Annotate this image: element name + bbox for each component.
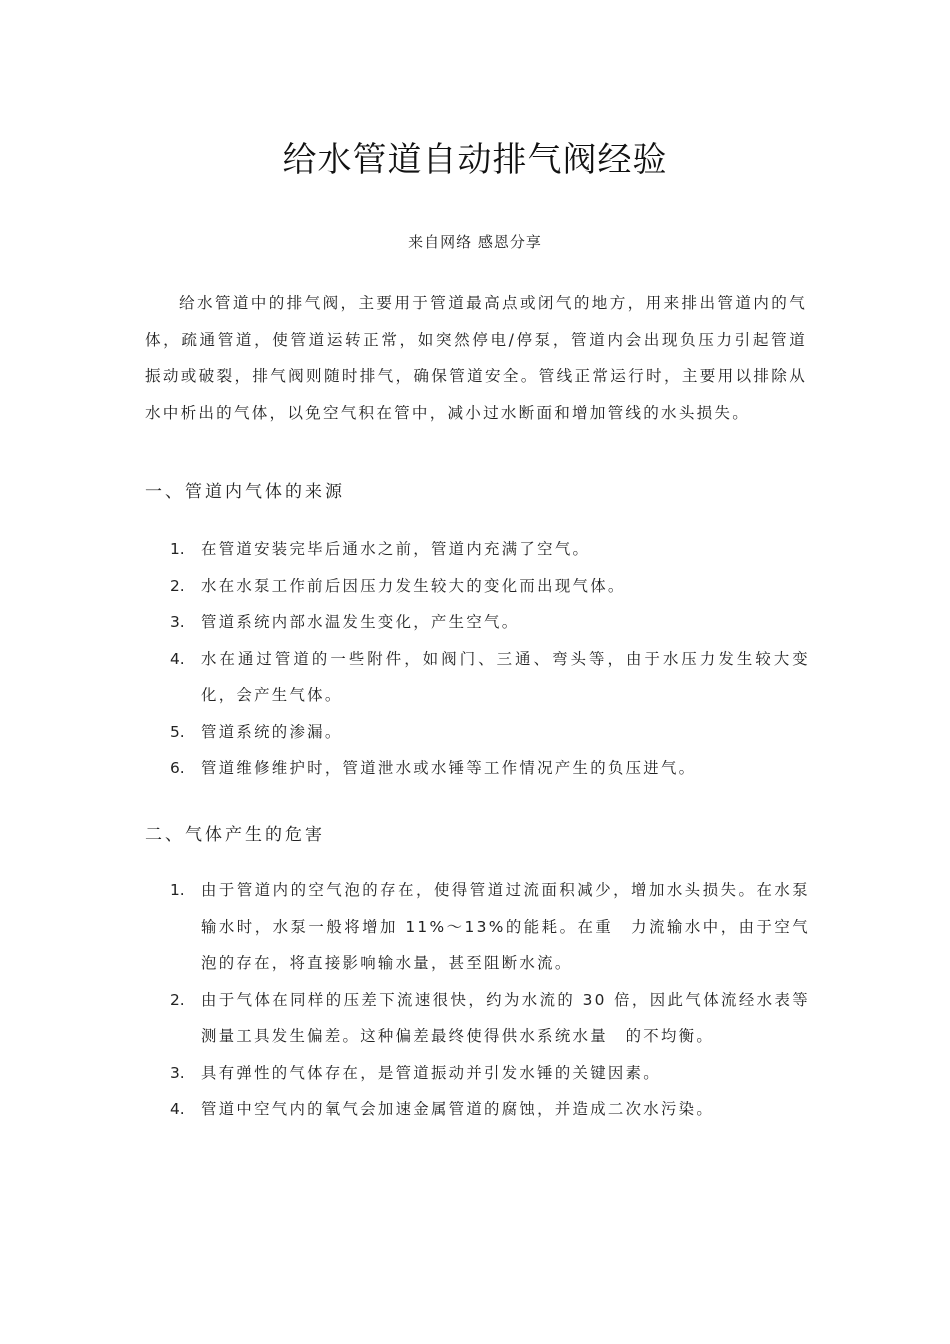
list-item [170, 604, 810, 641]
list-item-number: 1. [170, 540, 185, 558]
section-2-list [170, 872, 810, 1128]
list-item-text: 管道系统的渗漏。 [201, 722, 343, 741]
list-item-text: 由于管道内的空气泡的存在，使得管道过流面积减少，增加水头损失。在水泵输水时，水泵一般将增加 11%～13%的能耗。在重 力流输水中，由于空气泡的存在，将直接影响输水量，甚至阻断水流。 [201, 881, 810, 972]
list-item-text: 水在水泵工作前后因压力发生较大的变化而出现气体。 [201, 576, 626, 595]
list-item [170, 1055, 810, 1092]
list-item [170, 982, 810, 1055]
list-item-number: 5. [170, 722, 185, 741]
list-item-number: 1. [170, 881, 185, 899]
section-1-list [170, 531, 810, 787]
document-title: 给水管道自动排气阀经验 [282, 140, 668, 180]
list-item [170, 750, 810, 787]
section-1-heading: 一、管道内气体的来源 [145, 482, 345, 502]
section-2-heading: 二、气体产生的危害 [145, 825, 325, 845]
list-item [170, 641, 810, 714]
list-item [170, 531, 810, 568]
list-item-text: 管道中空气内的氧气会加速金属管道的腐蚀，并造成二次水污染。 [201, 1100, 715, 1118]
intro-paragraph: 给水管道中的排气阀，主要用于管道最高点或闭气的地方，用来排出管道内的气体，疏通管道，使管道运转正常，如突然停电/停泵，管道内会出现负压力引起管道振动或破裂，排气阀则随时排气，确保管道安全。管线正常运行时，主要用以排除从水中析出的气体，以免空气积在管中，减小过水断面和增加管线的水头损失。 [145, 294, 807, 422]
list-item-text: 在管道安装完毕后通水之前，管道内充满了空气。 [201, 540, 591, 558]
list-item-number: 2. [170, 990, 185, 1009]
list-item-number: 2. [170, 576, 185, 595]
list-item [170, 568, 810, 605]
list-item-text: 管道维修维护时，管道泄水或水锤等工作情况产生的负压进气。 [201, 759, 697, 777]
list-item [170, 1091, 810, 1128]
list-item-number: 4. [170, 1100, 185, 1118]
document-subtitle: 来自网络 感恩分享 [408, 233, 542, 251]
list-item-number: 3. [170, 613, 185, 631]
list-item-text: 由于气体在同样的压差下流速很快，约为水流的 30 倍，因此气体流经水表等测量工具发生偏差。这种偏差最终使得供水系统水量 的不均衡。 [201, 990, 810, 1045]
list-item [170, 714, 810, 751]
list-item-text: 水在通过管道的一些附件，如阀门、三通、弯头等，由于水压力发生较大变化，会产生气体。 [201, 649, 810, 704]
list-item-number: 6. [170, 759, 185, 777]
list-item-number: 3. [170, 1063, 185, 1082]
list-item-text: 管道系统内部水温发生变化，产生空气。 [201, 613, 520, 631]
list-item-number: 4. [170, 649, 185, 668]
list-item [170, 872, 810, 982]
list-item-text: 具有弹性的气体存在，是管道振动并引发水锤的关键因素。 [201, 1063, 661, 1082]
